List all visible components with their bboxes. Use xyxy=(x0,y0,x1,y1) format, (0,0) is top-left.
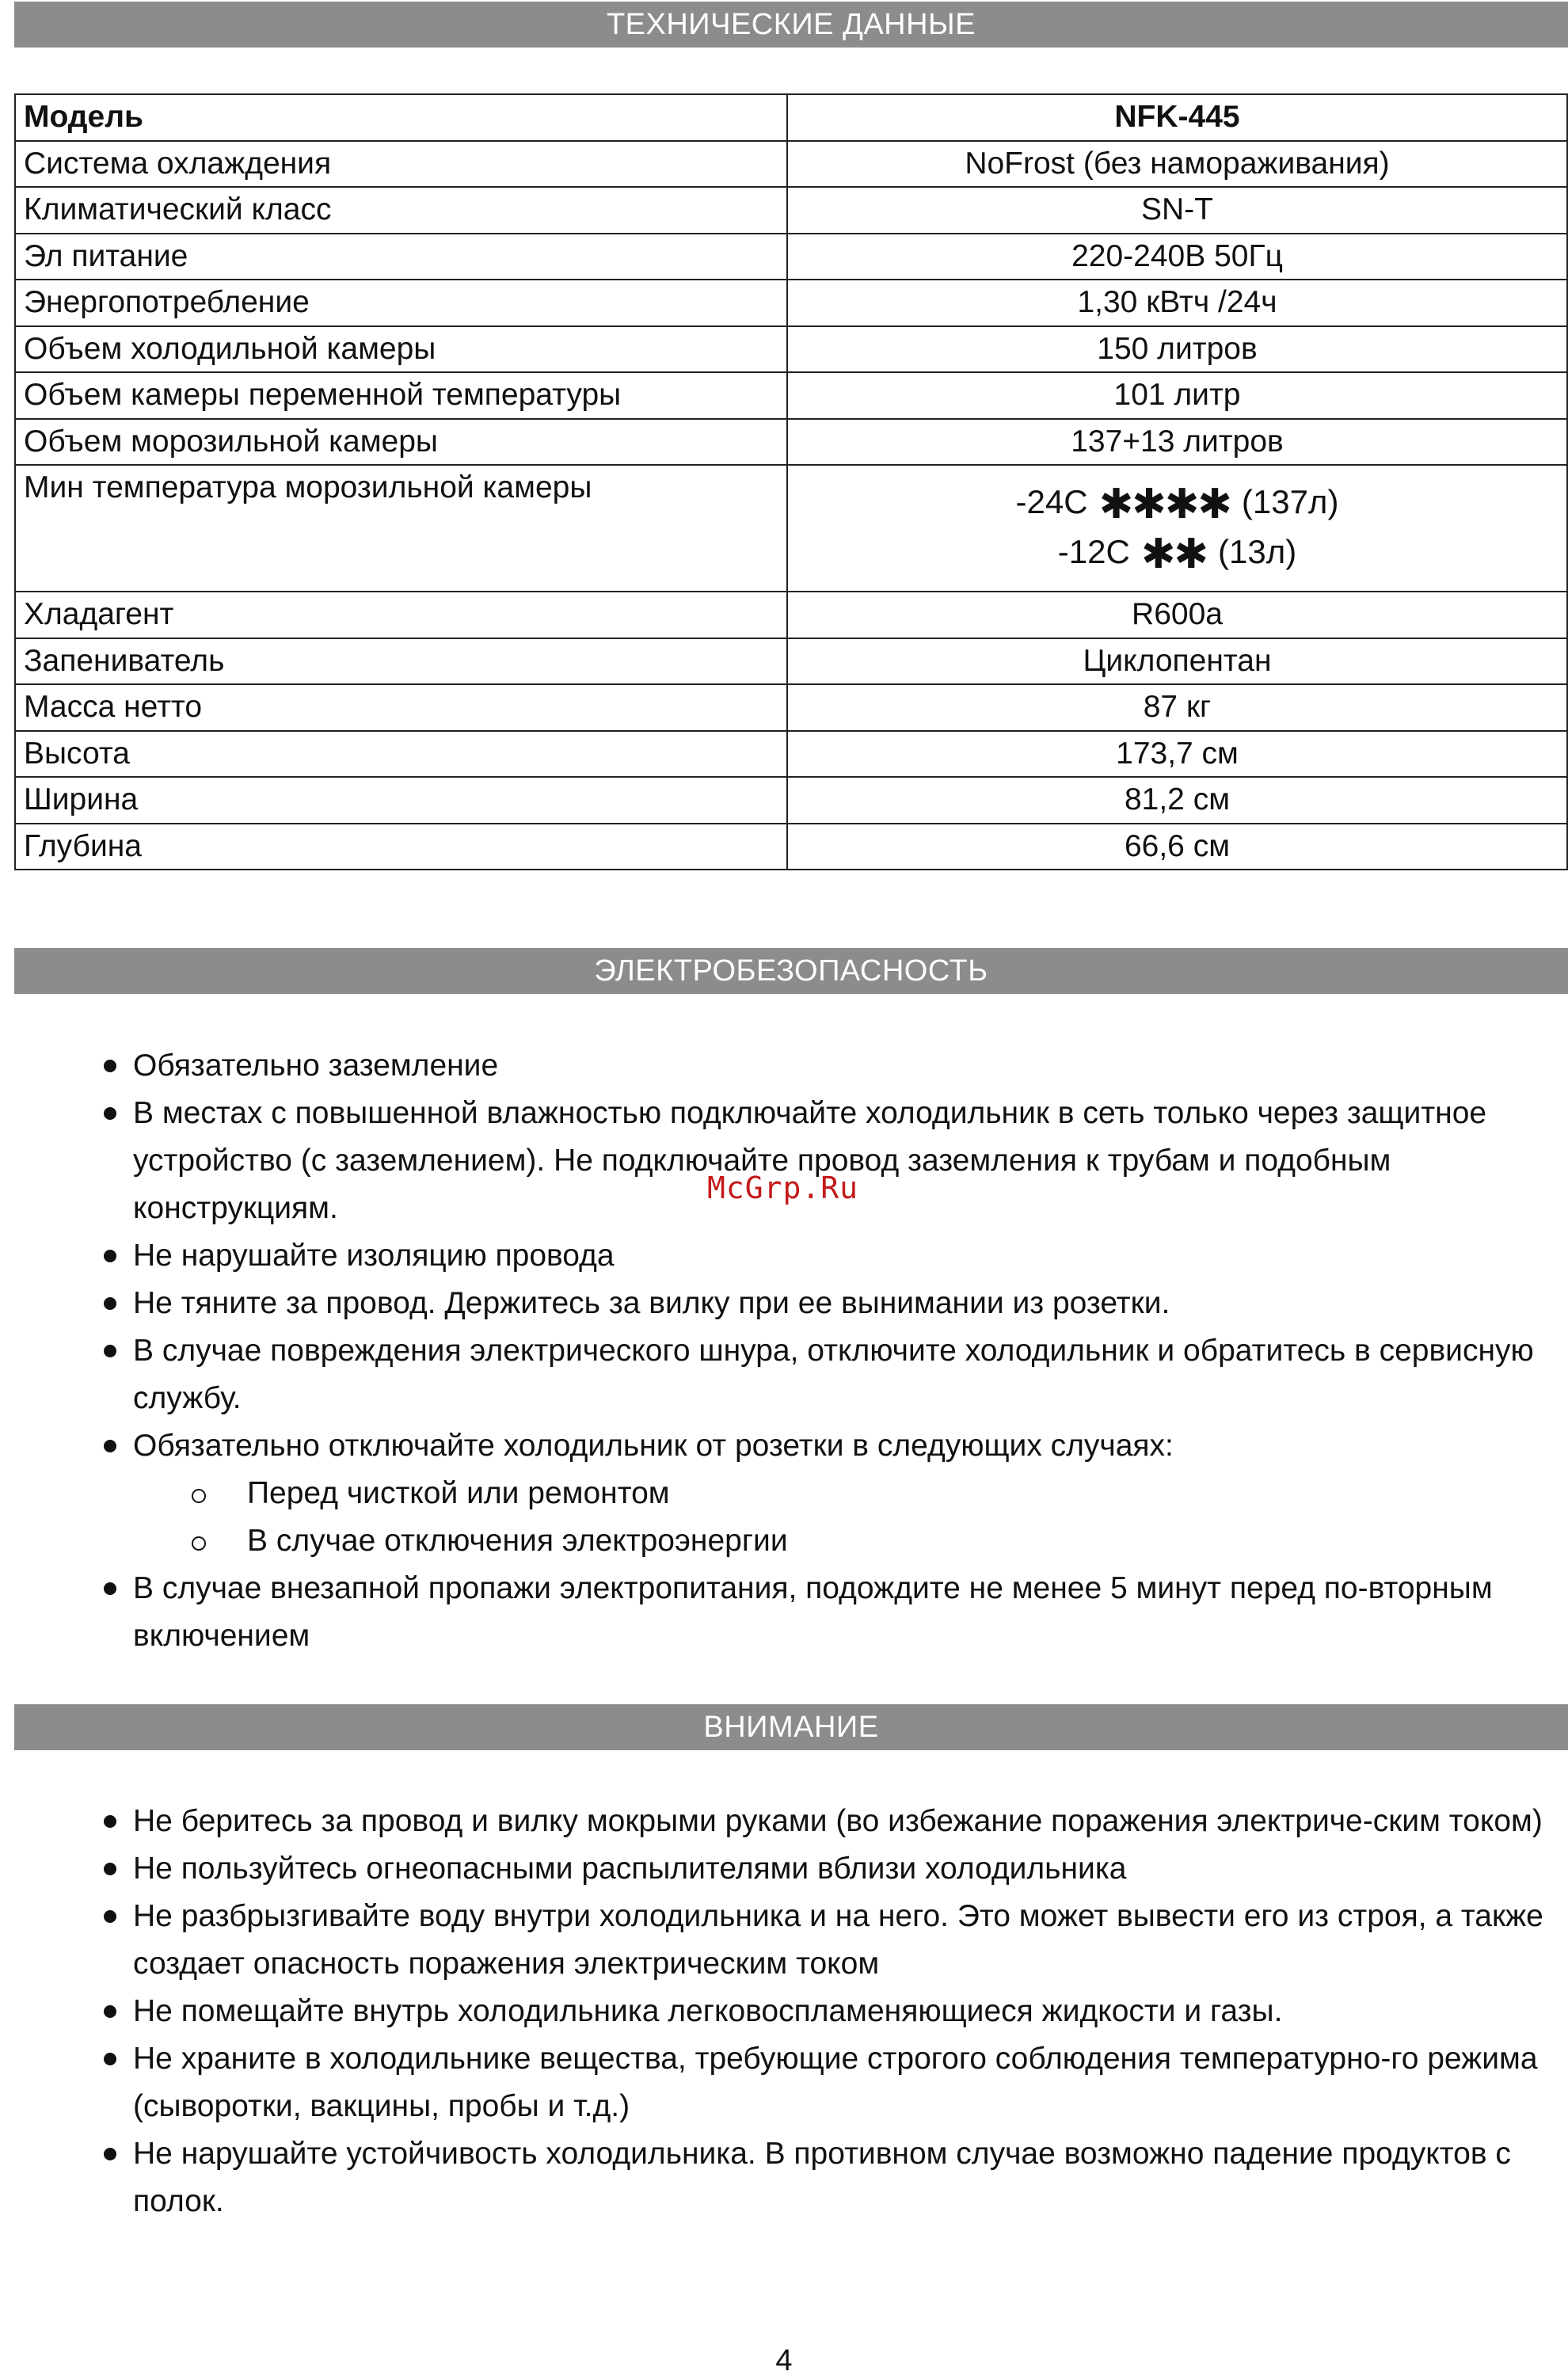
sub-bullet-icon xyxy=(192,1536,206,1551)
spec-value: 137+13 литров xyxy=(787,419,1567,466)
list-item-text: В местах с повышенной влажностью подключайте холодильник в сеть только через защитное устройство (с заземлением). Не подключайте провод заземления к трубам и подобным конструкциям. xyxy=(133,1096,1487,1225)
spec-param: Энергопотребление xyxy=(15,280,787,326)
spec-param: Климатический класс xyxy=(15,187,787,234)
spec-header-value: NFK-445 xyxy=(787,94,1567,141)
list-item-text: Обязательно заземление xyxy=(133,1049,499,1083)
list-item-text: Не пользуйтесь огнеопасными распылителями вблизи холодильника xyxy=(133,1852,1127,1886)
spec-row xyxy=(15,326,1567,373)
spec-value: 101 литр xyxy=(787,372,1567,419)
list-item-text: Не нарушайте изоляцию провода xyxy=(133,1239,615,1273)
spec-row xyxy=(15,280,1567,326)
list-item xyxy=(0,1280,1568,1327)
spec-row xyxy=(15,684,1567,731)
temp-value: -24С xyxy=(1015,483,1088,520)
spec-value: 87 кг xyxy=(787,684,1567,731)
list-item-text: В случае внезапной пропажи электропитания, подождите не менее 5 минут перед по-вторным включением xyxy=(133,1571,1493,1653)
list-item-text: Не беритесь за провод и вилку мокрыми руками (во избежание поражения электриче-ским током) xyxy=(133,1804,1543,1838)
list-item xyxy=(0,2035,1568,2130)
section-title-tech: ТЕХНИЧЕСКИЕ ДАННЫЕ xyxy=(14,2,1568,48)
temp-value: -12С xyxy=(1057,533,1130,570)
bullet-icon xyxy=(104,2005,116,2018)
spec-header-row xyxy=(15,94,1567,141)
spec-value: 220-240В 50Гц xyxy=(787,234,1567,280)
bullet-icon xyxy=(104,1345,116,1357)
spec-param: Высота xyxy=(15,731,787,778)
star-rating-icon: ✱✱✱✱ xyxy=(1098,482,1231,527)
spec-row xyxy=(15,187,1567,234)
watermark-text: McGrp.Ru xyxy=(707,1170,859,1205)
list-item xyxy=(0,1845,1568,1893)
bullet-icon xyxy=(104,2148,116,2160)
electro-list xyxy=(0,1042,1568,1660)
list-item xyxy=(0,1090,1568,1232)
section-title-electro: ЭЛЕКТРОБЕЗОПАСНОСТЬ xyxy=(14,948,1568,994)
spec-row xyxy=(15,419,1567,466)
list-item-text: Не нарушайте устойчивость холодильника. В противном случае возможно падение продуктов с полок. xyxy=(133,2137,1511,2218)
list-item xyxy=(0,1327,1568,1422)
spec-value: Циклопентан xyxy=(787,638,1567,685)
spec-param: Глубина xyxy=(15,824,787,870)
spec-row xyxy=(15,372,1567,419)
spec-row xyxy=(15,731,1567,778)
list-item xyxy=(0,1232,1568,1280)
section-title-attention: ВНИМАНИЕ xyxy=(14,1704,1568,1750)
bullet-icon xyxy=(104,1107,116,1120)
spec-value: 66,6 см xyxy=(787,824,1567,870)
list-item xyxy=(0,2130,1568,2225)
bullet-icon xyxy=(104,1863,116,1875)
list-item-text: Обязательно отключайте холодильник от розетки в следующих случаях: xyxy=(133,1429,1174,1463)
list-item-text: Не тяните за провод. Держитесь за вилку при ее вынимании из розетки. xyxy=(133,1286,1170,1320)
spec-row xyxy=(15,592,1567,638)
bullet-icon xyxy=(104,1060,116,1072)
spec-row xyxy=(15,824,1567,870)
spec-table xyxy=(14,93,1568,870)
star-rating-icon: ✱✱ xyxy=(1140,531,1207,577)
spec-param: Хладагент xyxy=(15,592,787,638)
bullet-icon xyxy=(104,1815,116,1828)
temp-volume: (13л) xyxy=(1217,533,1297,570)
spec-value: 1,30 кВтч /24ч xyxy=(787,280,1567,326)
spec-param: Объем морозильной камеры xyxy=(15,419,787,466)
spec-row-min-temp xyxy=(15,465,1567,592)
bullet-icon xyxy=(104,2053,116,2065)
spec-header-param: Модель xyxy=(15,94,787,141)
spec-param: Запениватель xyxy=(15,638,787,685)
spec-value: R600a xyxy=(787,592,1567,638)
bullet-icon xyxy=(104,1297,116,1310)
sub-bullet-icon xyxy=(192,1489,206,1503)
spec-param: Эл питание xyxy=(15,234,787,280)
spec-param: Масса нетто xyxy=(15,684,787,731)
list-item xyxy=(0,1042,1568,1090)
attention-list xyxy=(0,1798,1568,2225)
list-item-text: Не разбрызгивайте воду внутри холодильника и на него. Это может вывести его из строя, а также создает опасность поражения электрическим током xyxy=(133,1899,1543,1981)
bullet-icon xyxy=(104,1250,116,1262)
spec-row xyxy=(15,141,1567,188)
list-item xyxy=(0,1988,1568,2035)
spec-row xyxy=(15,638,1567,685)
list-item xyxy=(0,1565,1568,1660)
list-item-text: Не храните в холодильнике вещества, требующие строгого соблюдения температурно-го режима (сыворотки, вакцины, пробы и т.д.) xyxy=(133,2042,1538,2123)
bullet-icon xyxy=(104,1910,116,1923)
spec-value: SN-T xyxy=(787,187,1567,234)
bullet-icon xyxy=(104,1582,116,1595)
spec-value: 150 литров xyxy=(787,326,1567,373)
sub-list-item xyxy=(0,1517,1568,1565)
spec-param: Мин температура морозильной камеры xyxy=(15,465,787,592)
list-item xyxy=(0,1798,1568,1845)
list-item xyxy=(0,1422,1568,1470)
spec-value: 173,7 см xyxy=(787,731,1567,778)
temp-line-compartment xyxy=(796,528,1558,578)
sub-list-item-text: Перед чисткой или ремонтом xyxy=(247,1476,670,1510)
spec-row xyxy=(15,234,1567,280)
sub-list-item xyxy=(0,1470,1568,1517)
spec-value: 81,2 см xyxy=(787,777,1567,824)
spec-row xyxy=(15,777,1567,824)
spec-param: Ширина xyxy=(15,777,787,824)
list-item-text: В случае повреждения электрического шнура, отключите холодильник и обратитесь в сервисную службу. xyxy=(133,1334,1534,1415)
list-item-text: Не помещайте внутрь холодильника легковоспламеняющиеся жидкости и газы. xyxy=(133,1994,1283,2028)
spec-param: Объем холодильной камеры xyxy=(15,326,787,373)
sub-list-item-text: В случае отключения электроэнергии xyxy=(247,1524,788,1558)
spec-param: Объем камеры переменной температуры xyxy=(15,372,787,419)
spec-value: NoFrost (без намораживания) xyxy=(787,141,1567,188)
bullet-icon xyxy=(104,1440,116,1452)
temp-line-freezer xyxy=(796,478,1558,528)
temp-volume: (137л) xyxy=(1241,483,1339,520)
list-item xyxy=(0,1893,1568,1988)
page-number: 4 xyxy=(775,2344,793,2377)
spec-value-min-temp xyxy=(787,465,1567,592)
spec-param: Система охлаждения xyxy=(15,141,787,188)
